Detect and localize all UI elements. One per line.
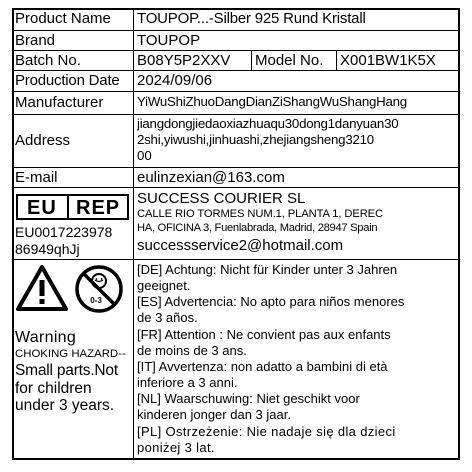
eu-rep-code: EU0017223978 — [15, 224, 113, 240]
warning-translation-line: [DE] Achtung: Nicht für Kinder unter 3 Jahren — [137, 262, 398, 277]
warning-subtitle: CHOKING HAZARD-- — [15, 348, 126, 360]
column-divider — [336, 50, 337, 70]
production-date-value: 2024/09/06 — [137, 72, 213, 89]
warning-translation-line: [PL] Ostrzeżenie: Nie nadaje się dla dzieci — [137, 424, 396, 439]
no-children-0-3-icon — [74, 264, 124, 314]
eu-rep-address-line: HA, OFICINA 3, Fuenlabrada, Madrid, 28947 Spain — [137, 222, 378, 234]
batch-label: Batch No. — [15, 52, 81, 69]
warning-translation-line: [NL] Waarschuwing: Niet geschikt voor — [137, 391, 360, 406]
model-label: Model No. — [255, 52, 324, 69]
border-right — [458, 8, 460, 460]
warning-title: Warning — [15, 329, 77, 346]
warning-translation-line: [ES] Advertencia: No apto para niños menores — [137, 294, 405, 309]
divider — [12, 259, 460, 260]
divider — [12, 114, 460, 115]
divider — [12, 50, 460, 51]
eu-rep-email: successservice2@hotmail.com — [137, 237, 344, 254]
warning-translation-line: kinderen jonger dan 3 jaar. — [137, 407, 291, 422]
divider — [12, 30, 460, 31]
warning-translation-line: geeignet. — [137, 278, 191, 293]
batch-value: B08Y5P2XXV — [137, 52, 231, 69]
eu-rep-code: 86949qhJj — [15, 241, 80, 257]
email-value: eulinzexian@163.com — [137, 169, 285, 186]
model-value: X001BW1K5X — [340, 52, 436, 69]
divider — [12, 91, 460, 92]
product-name-label: Product Name — [15, 10, 111, 27]
warning-translation-line: de 3 años. — [137, 310, 198, 325]
warning-line: under 3 years. — [15, 397, 115, 414]
warning-translation-line: [FR] Attention : Ne convient pas aux enfants — [137, 327, 391, 342]
border-bottom — [12, 458, 460, 460]
warning-triangle-icon — [16, 264, 68, 312]
email-label: E-mail — [15, 169, 58, 186]
manufacturer-value: YiWuShiZhuoDangDianZiShangWuShangHang — [137, 94, 407, 109]
production-date-label: Production Date — [15, 72, 120, 89]
eu-rep-logo-eu: EU — [27, 197, 57, 219]
warning-line: for children — [15, 380, 92, 397]
eu-rep-logo-rep: REP — [76, 197, 121, 219]
divider — [12, 187, 460, 188]
warning-line: Small parts.Not — [15, 362, 118, 379]
divider — [12, 167, 460, 168]
warning-translation-line: inferiore a 3 anni. — [137, 375, 238, 390]
border-left — [12, 8, 14, 460]
product-name-value: TOUPOP...-Silber 925 Rund Kristall — [137, 10, 366, 27]
warning-translation-line: poniżej 3 lat. — [137, 440, 215, 455]
column-divider — [251, 50, 252, 70]
address-line: jiangdongjiedaoxiazhuaqu30dong1danyuan30 — [137, 116, 399, 131]
address-line: 00 — [137, 148, 152, 163]
divider — [12, 70, 460, 71]
manufacturer-label: Manufacturer — [15, 94, 104, 111]
warning-translation-line: de moins de 3 ans. — [137, 343, 247, 358]
brand-label: Brand — [15, 32, 56, 49]
address-line: 2shi,yiwushi,jinhuashi,zhejiangsheng3210 — [137, 132, 374, 147]
age-range-text: 0-3 — [90, 296, 102, 305]
eu-rep-logo — [16, 194, 129, 220]
eu-rep-logo-divider — [67, 196, 69, 218]
eu-rep-company: SUCCESS COURIER SL — [137, 190, 306, 207]
eu-rep-address-line: CALLE RIO TORMES NUM.1, PLANTA 1, DEREC — [137, 208, 384, 220]
brand-value: TOUPOP — [137, 32, 201, 49]
warning-translation-line: [IT] Avvertenza: non adatto a bambini di età — [137, 359, 388, 374]
address-label: Address — [15, 132, 71, 149]
column-divider — [133, 8, 134, 459]
